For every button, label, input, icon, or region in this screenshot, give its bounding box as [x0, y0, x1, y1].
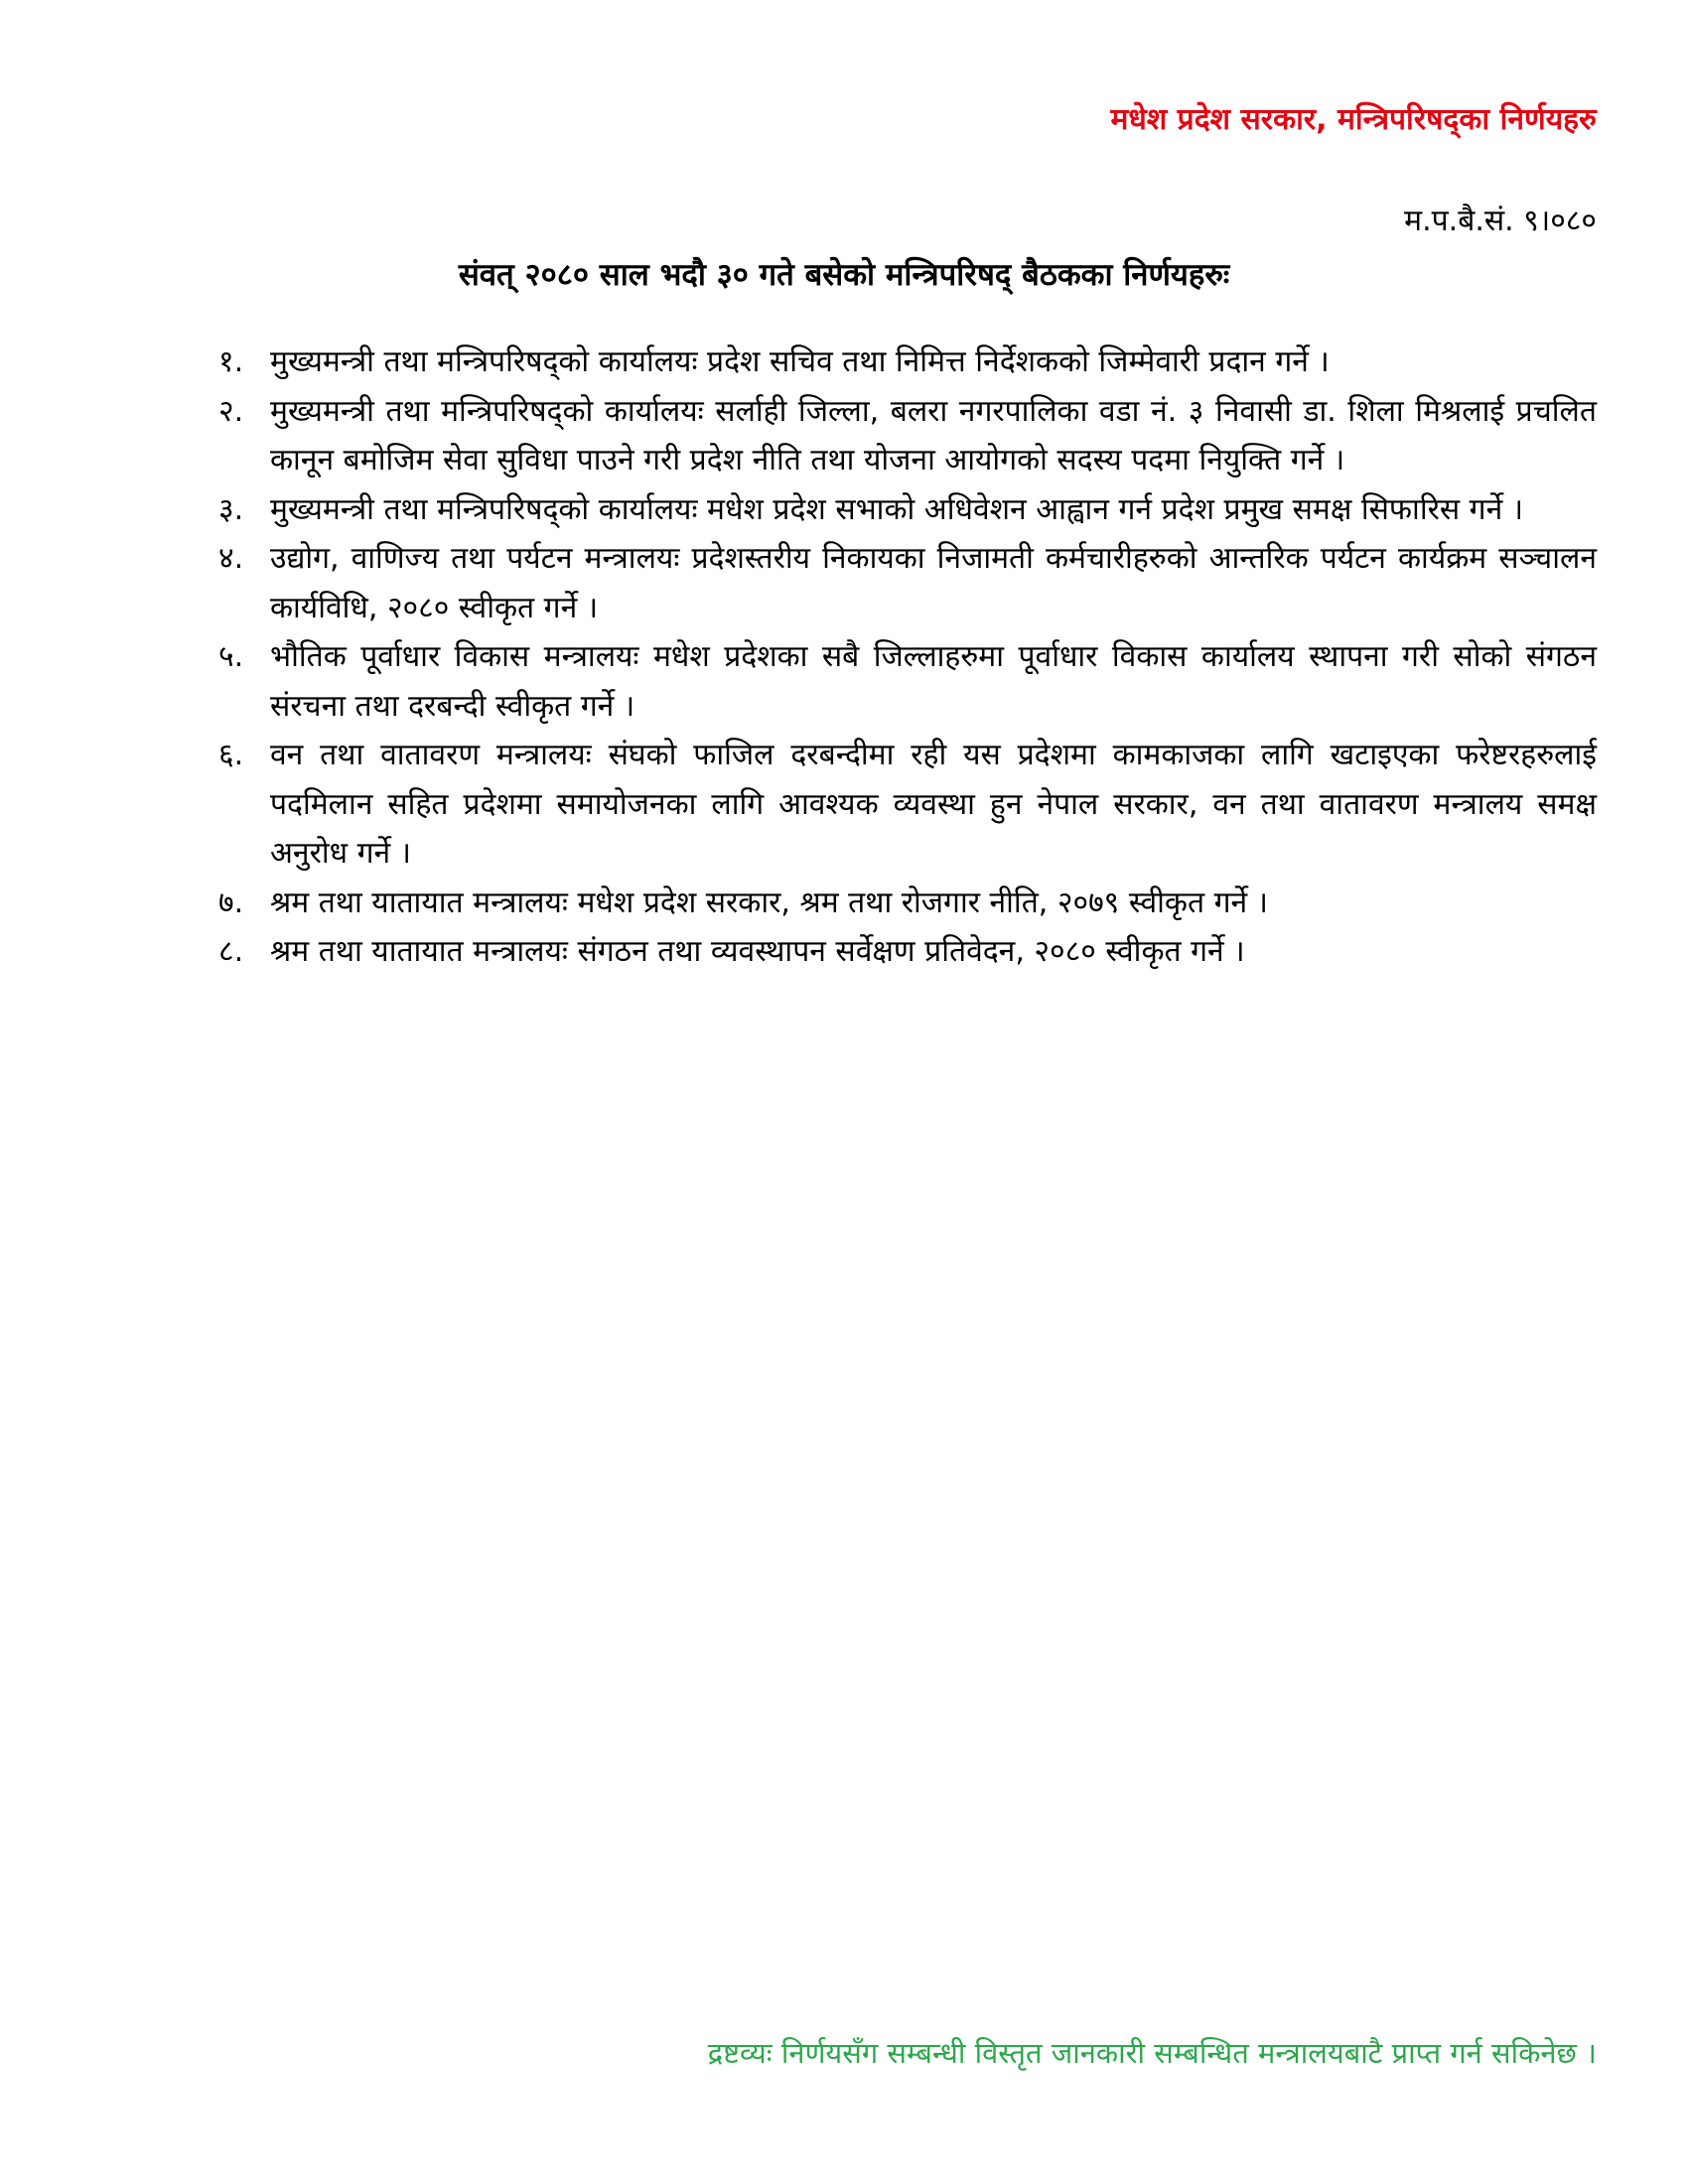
decision-item-5 [209, 632, 1597, 731]
decision-number: ५. [218, 639, 244, 674]
decision-text: भौतिक पूर्वाधार विकास मन्त्रालयः मधेश प्रदेशका सबै जिल्लाहरुमा पूर्वाधार विकास कार्यालय स्थापना गरी सोको संगठन संरचना तथा दरबन्दी स्वीकृत गर्ने । [270, 639, 1597, 724]
decision-item-4 [209, 534, 1597, 632]
decision-text: मुख्यमन्त्री तथा मन्त्रिपरिषद्को कार्यालयः मधेश प्रदेश सभाको अधिवेशन आह्वान गर्न प्रदेश प्रमुख समक्ष सिफारिस गर्ने । [270, 491, 1524, 527]
decision-text: वन तथा वातावरण मन्त्रालयः संघको फाजिल दरबन्दीमा रही यस प्रदेशमा कामकाजका लागि खटाइएका फरेष्टरहरुलाई पदमिलान सहित प्रदेशमा समायोजनका लागि आवश्यक व्यवस्था हुन नेपाल सरकार, वन तथा वातावरण मन्त्रालय समक्ष अनुरोध गर्ने । [270, 738, 1597, 871]
decision-text: मुख्यमन्त्री तथा मन्त्रिपरिषद्को कार्यालयः सर्लाही जिल्ला, बलरा नगरपालिका वडा नं. ३ निवासी डा. शिला मिश्रलाई प्रचलित कानून बमोजिम सेवा सुविधा पाउने गरी प्रदेश नीति तथा योजना आयोगको सदस्य पदमा नियुक्ति गर्ने । [270, 393, 1597, 478]
decision-number: ३. [218, 491, 244, 527]
decision-list [209, 338, 1597, 977]
decision-text: मुख्यमन्त्री तथा मन्त्रिपरिषद्को कार्यालयः प्रदेश सचिव तथा निमित्त निर्देशकको जिम्मेवारी प्रदान गर्ने । [270, 344, 1330, 379]
decision-item-8 [209, 927, 1597, 977]
decision-number: ६. [218, 738, 244, 772]
decision-number: ८. [218, 934, 244, 969]
decision-number: ४. [218, 541, 244, 576]
decision-text: श्रम तथा यातायात मन्त्रालयः संगठन तथा व्यवस्थापन सर्वेक्षण प्रतिवेदन, २०८० स्वीकृत गर्ने । [270, 934, 1245, 969]
decision-item-2 [209, 387, 1597, 485]
decision-text: श्रम तथा यातायात मन्त्रालयः मधेश प्रदेश सरकार, श्रम तथा रोजगार नीति, २०७९ स्वीकृत गर्ने । [270, 885, 1269, 920]
decision-number: २. [218, 393, 244, 429]
decision-item-1 [209, 338, 1597, 387]
decision-item-3 [209, 485, 1597, 535]
decision-item-6 [209, 731, 1597, 879]
decision-item-7 [209, 879, 1597, 928]
meeting-title: संवत् २०८० साल भदौ ३० गते बसेको मन्त्रिपरिषद् बैठकका निर्णयहरुः [458, 257, 1230, 293]
decision-number: ७. [218, 885, 244, 920]
meeting-reference-number: म.प.बै.सं. ९।०८० [1404, 204, 1597, 238]
footer-note: द्रष्टव्यः निर्णयसँग सम्बन्धी विस्तृत जानकारी सम्बन्धित मन्त्रालयबाटै प्राप्त गर्न सकिनेछ । [707, 2036, 1597, 2070]
decision-text: उद्योग, वाणिज्य तथा पर्यटन मन्त्रालयः प्रदेशस्तरीय निकायका निजामती कर्मचारीहरुको आन्तरिक पर्यटन कार्यक्रम सञ्चालन कार्यविधि, २०८० स्वीकृत गर्ने । [270, 541, 1597, 625]
decision-number: १. [218, 344, 244, 379]
document-header-title: मधेश प्रदेश सरकार, मन्त्रिपरिषद्का निर्णयहरु [1110, 102, 1597, 137]
